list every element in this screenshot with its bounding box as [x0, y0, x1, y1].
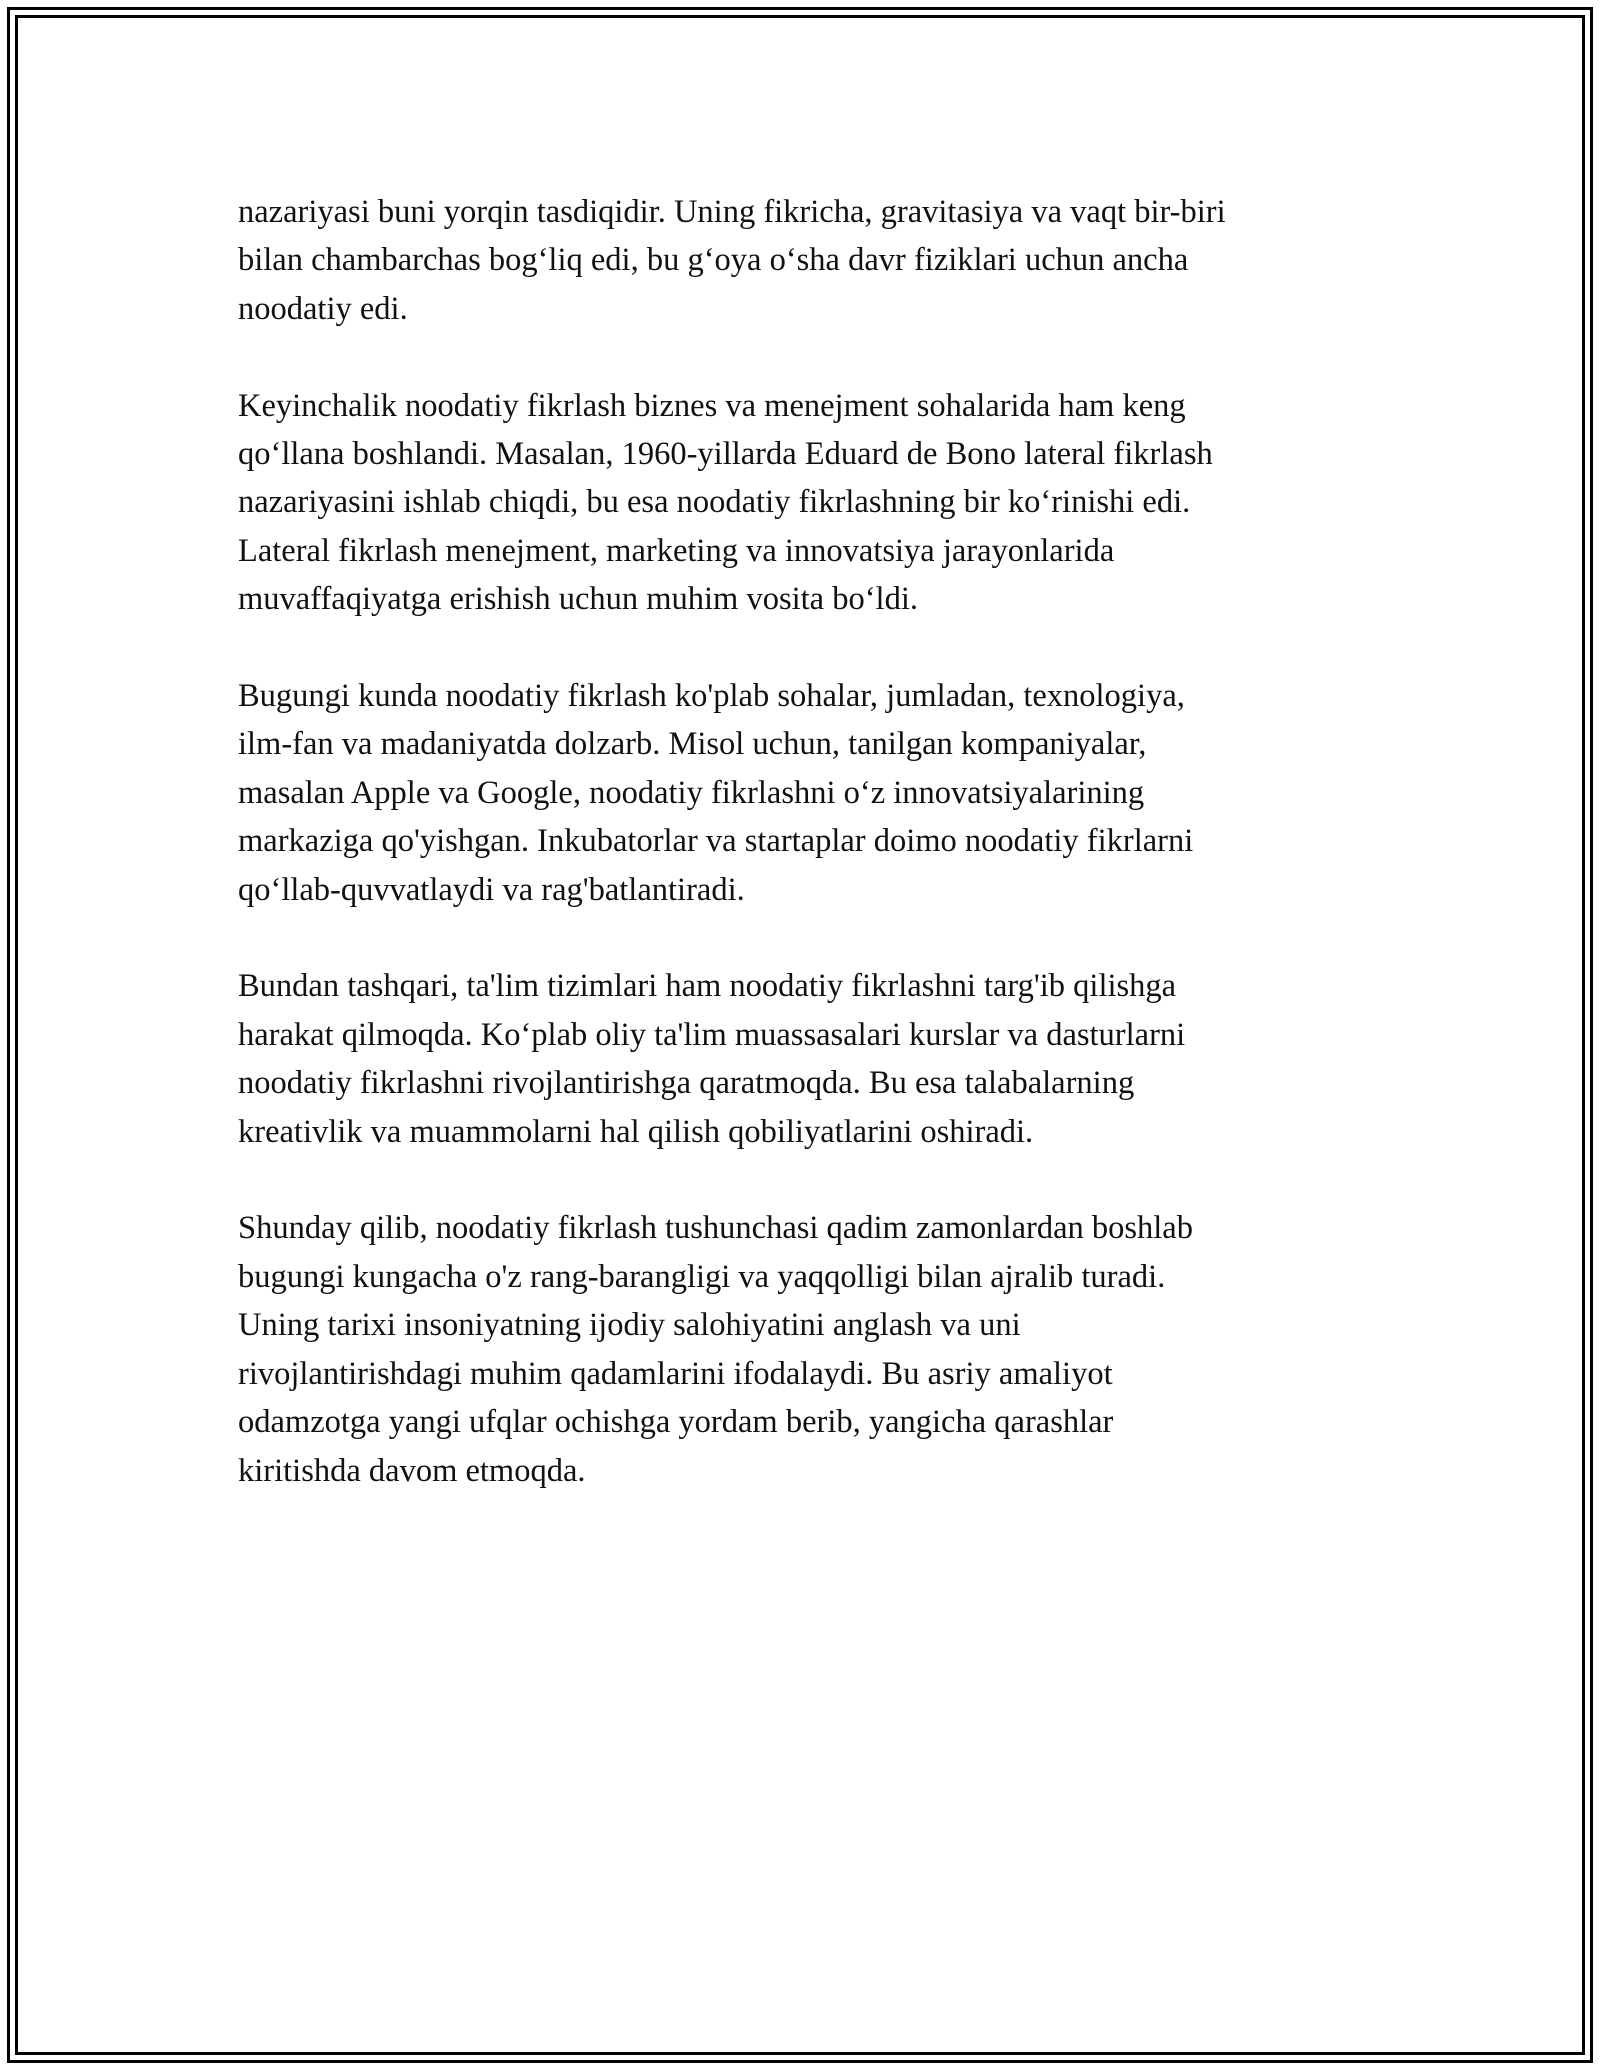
text-line: muvaffaqiyatga erishish uchun muhim vosita bo‘ldi.: [238, 581, 918, 618]
text-line: odamzotga yangi ufqlar ochishga yordam berib, yangicha qarashlar: [238, 1404, 1114, 1441]
text-line: qo‘llana boshlandi. Masalan, 1960-yillarda Eduard de Bono lateral fikrlash: [238, 436, 1213, 473]
text-line: noodatiy edi.: [238, 290, 408, 327]
page-border-outer: [7, 7, 1593, 2063]
text-line: markaziga qo'yishgan. Inkubatorlar va startaplar doimo noodatiy fikrlarni: [238, 823, 1194, 860]
text-line: harakat qilmoqda. Ko‘plab oliy ta'lim muassasalari kurslar va dasturlarni: [238, 1016, 1186, 1053]
paragraph-1: [238, 188, 1388, 333]
paragraph-4: [238, 962, 1388, 1156]
document-body: [238, 188, 1388, 1543]
text-line: Shunday qilib, noodatiy fikrlash tushunchasi qadim zamonlardan boshlab: [238, 1210, 1193, 1247]
text-line: nazariyasi buni yorqin tasdiqidir. Uning fikricha, gravitasiya va vaqt bir-biri: [238, 194, 1226, 230]
page-border-inner: [15, 15, 1585, 2055]
text-line: nazariyasini ishlab chiqdi, bu esa noodatiy fikrlashning bir ko‘rinishi edi.: [238, 484, 1191, 521]
text-line: noodatiy fikrlashni rivojlantirishga qaratmoqda. Bu esa talabalarning: [238, 1065, 1135, 1102]
paragraph-2: [238, 382, 1388, 624]
text-line: Lateral fikrlash menejment, marketing va innovatsiya jarayonlarida: [238, 532, 1115, 569]
paragraph-5: [238, 1204, 1388, 1494]
text-line: Uning tarixi insoniyatning ijodiy salohiyatini anglash va uni: [238, 1307, 1021, 1344]
text-line: Keyinchalik noodatiy fikrlash biznes va menejment sohalarida ham keng: [238, 387, 1186, 424]
text-line: kreativlik va muammolarni hal qilish qobiliyatlarini oshiradi.: [238, 1113, 1034, 1150]
text-line: ilm-fan va madaniyatda dolzarb. Misol uchun, tanilgan kompaniyalar,: [238, 726, 1147, 763]
text-line: qo‘llab-quvvatlaydi va rag'batlantiradi.: [238, 871, 745, 908]
text-line: Bugungi kunda noodatiy fikrlash ko'plab sohalar, jumladan, texnologiya,: [238, 678, 1185, 715]
text-line: masalan Apple va Google, noodatiy fikrlashni o‘z innovatsiyalarining: [238, 774, 1145, 811]
text-line: bilan chambarchas bog‘liq edi, bu g‘oya o‘sha davr fiziklari uchun ancha: [238, 242, 1189, 279]
text-line: rivojlantirishdagi muhim qadamlarini ifodalaydi. Bu asriy amaliyot: [238, 1355, 1113, 1392]
text-line: kiritishda davom etmoqda.: [238, 1452, 586, 1489]
text-line: bugungi kungacha o'z rang-barangligi va yaqqolligi bilan ajralib turadi.: [238, 1258, 1166, 1295]
paragraph-3: [238, 672, 1388, 914]
text-line: Bundan tashqari, ta'lim tizimlari ham noodatiy fikrlashni targ'ib qilishga: [238, 968, 1177, 1005]
